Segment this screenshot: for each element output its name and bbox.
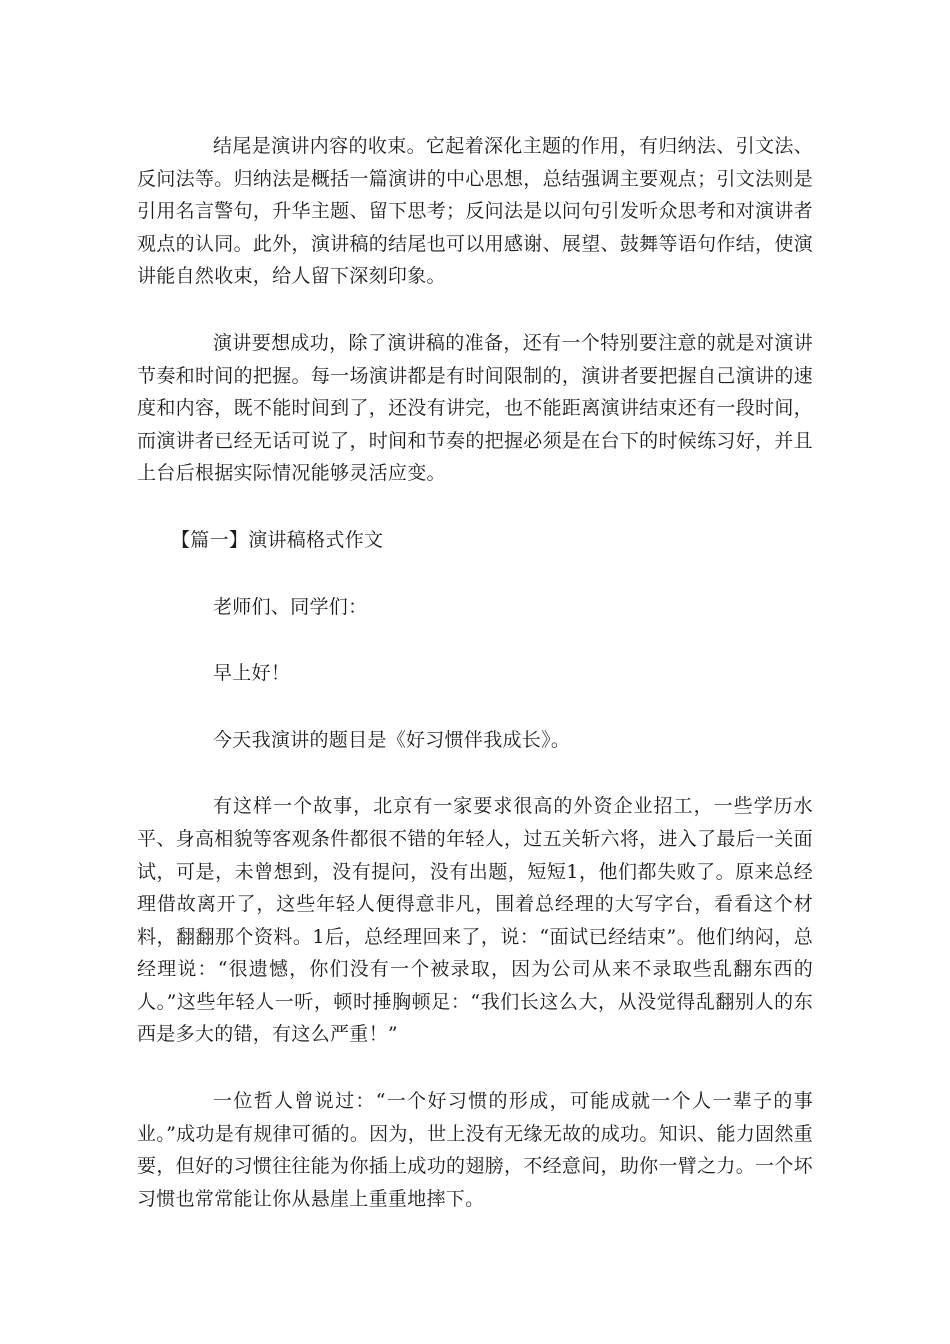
paragraph-ending-methods: 结尾是演讲内容的收束。它起着深化主题的作用，有归纳法、引文法、反问法等。归纳法是概括一篇演讲的中心思想，总结强调主要观点；引文法则是引用名言警句，升华主题、留下思考；反问法是以问句引发听众思考和对演讲者观点的认同。此外，演讲稿的结尾也可以用感谢、展望、鼓舞等语句作结，使演讲能自然收束，给人留下深刻印象。	[137, 135, 813, 288]
section-heading: 【篇一】演讲稿格式作文	[171, 528, 384, 551]
document-body	[137, 130, 813, 1249]
salutation: 老师们、同学们：	[213, 595, 368, 618]
paragraph-philosopher: 一位哲人曾说过：“一个好习惯的形成，可能成就一个人一辈子的事业。”成功是有规律可循的。因为，世上没有无缘无故的成功。知识、能力固然重要，但好的习惯往往能为你插上成功的翅膀，不经意间，助你一臂之力。一个坏习惯也常常能让你从悬崖上重重地摔下。	[137, 1090, 814, 1210]
paragraph-timing: 演讲要想成功，除了演讲稿的准备，还有一个特别要注意的就是对演讲节奏和时间的把握。每一场演讲都是有时间限制的，演讲者要把握自己演讲的速度和内容，既不能时间到了，还没有讲完，也不能距离演讲结束还有一段时间，而演讲者已经无话可说了，时间和节奏的把握必须是在台下的时候练习好，并且上台后根据实际情况能够灵活应变。	[137, 331, 813, 485]
paragraph-story: 有这样一个故事，北京有一家要求很高的外资企业招工，一些学历水平、身高相貌等客观条件都很不错的年轻人，过五关斩六将，进入了最后一关面试，可是，未曾想到，没有提问，没有出题，短短1，他们都失败了。原来总经理借故离开了，这些年轻人便得意非凡，围着总经理的大写字台，看看这个材料，翻翻那个资料。1后，总经理回来了，说：“面试已经结束”。他们纳闷，总经理说：“很遗憾，你们没有一个被录取，因为公司从来不录取些乱翻东西的人。”这些年轻人一听，顿时捶胸顿足：“我们长这么大，从没觉得乱翻别人的东西是多大的错，有这么严重！”	[137, 795, 813, 1046]
topic-line: 今天我演讲的题目是《好习惯伴我成长》。	[213, 728, 571, 751]
greeting: 早上好！	[213, 662, 291, 685]
